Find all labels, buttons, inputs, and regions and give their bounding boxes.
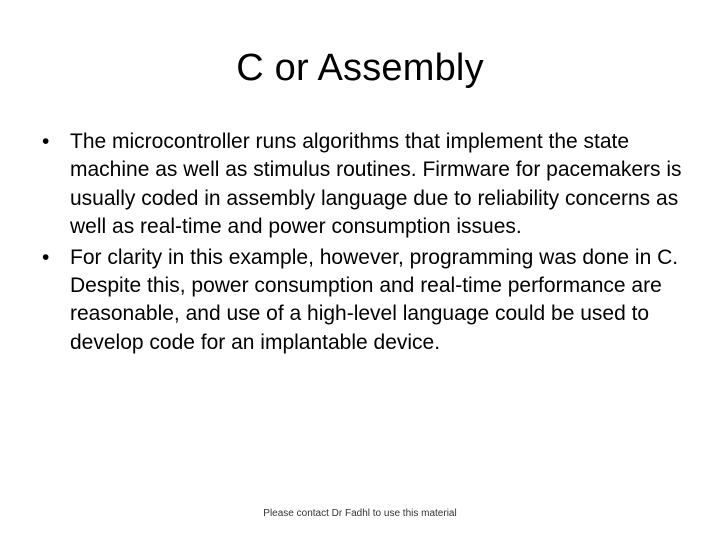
bullet-marker: • xyxy=(42,130,50,153)
bullet-marker: • xyxy=(42,245,50,269)
bullet-item-2 xyxy=(40,244,700,358)
footer-notice: Please contact Dr Fadhl to use this material xyxy=(263,508,457,519)
bullet-text-microcontroller: The microcontroller runs algorithms that implement the state machine as well as stimulus routines. Firmware for pacemakers is usually coded in assembly language due to reliability concerns as well as real-time and power consumption issues. xyxy=(70,130,682,239)
slide-title: C or Assembly xyxy=(236,47,484,89)
bullet-item-1 xyxy=(40,128,700,242)
bullet-list xyxy=(40,128,700,359)
bullet-text-clarity: For clarity in this example, however, programming was done in C. Despite this, power consumption and real-time performance are reasonable, and use of a high-level language could be used to develop code for an implantable device. xyxy=(70,245,679,354)
